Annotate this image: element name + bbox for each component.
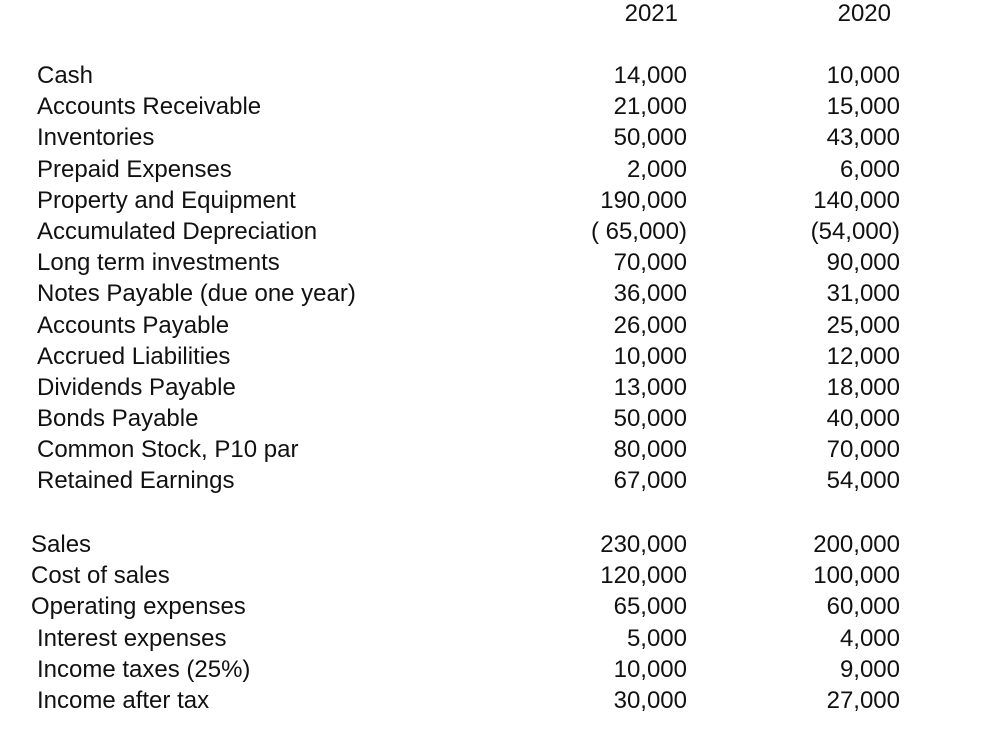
value-2021: 50,000 [613,405,687,433]
value-2020: 70,000 [826,436,900,464]
table-row [0,91,1006,122]
value-2021: 70,000 [613,249,687,277]
table-row [0,403,1006,434]
value-2020: 12,000 [826,342,900,370]
value-2020: 9,000 [839,655,900,683]
value-2021: 67,000 [613,467,687,495]
value-2020: 54,000 [826,467,900,495]
value-2020: (54,000) [810,217,900,245]
table-row [0,591,1006,622]
value-2021: 10,000 [613,342,687,370]
value-2021: 5,000 [626,624,687,652]
table-row [0,529,1006,560]
value-2021: 10,000 [613,655,687,683]
balance-sheet-section [0,60,1006,497]
value-2021: 2,000 [626,155,687,183]
column-header-2020: 2020 [837,0,891,27]
table-row [0,247,1006,278]
value-2020: 140,000 [813,186,900,214]
row-label: Accounts Receivable [37,93,262,121]
row-label: Common Stock, P10 par [37,436,299,464]
value-2020: 43,000 [826,124,900,152]
row-label: Property and Equipment [37,186,296,214]
value-2020: 27,000 [826,686,900,714]
table-row [0,185,1006,216]
value-2020: 40,000 [826,405,900,433]
row-label: Cash [37,62,94,89]
column-header-2021: 2021 [624,0,678,27]
row-label: Bonds Payable [37,405,199,433]
value-2021: 65,000 [613,593,687,621]
value-2021: 21,000 [613,93,687,121]
value-2021: 50,000 [613,124,687,152]
table-row [0,654,1006,685]
row-label: Operating expenses [31,593,246,621]
row-label: Accounts Payable [37,311,230,339]
row-label: Sales [31,531,92,558]
row-label: Long term investments [37,249,280,277]
value-2021: 30,000 [613,686,687,714]
table-row [0,216,1006,247]
table-row [0,372,1006,403]
value-2021: 13,000 [613,373,687,401]
value-2021: 80,000 [613,436,687,464]
table-row [0,154,1006,185]
table-row [0,60,1006,91]
value-2021: 190,000 [600,186,687,214]
table-row [0,434,1006,465]
row-label: Retained Earnings [37,467,235,495]
table-row [0,310,1006,341]
value-2020: 15,000 [826,93,900,121]
row-label: Notes Payable (due one year) [37,280,356,308]
row-label: Accumulated Depreciation [37,217,318,245]
row-label: Accrued Liabilities [37,342,231,370]
value-2021: ( 65,000) [590,217,687,245]
table-row [0,122,1006,153]
income-statement-section [0,529,1006,716]
row-label: Income after tax [37,686,210,714]
row-label: Income taxes (25%) [37,655,251,683]
value-2020: 90,000 [826,249,900,277]
value-2020: 6,000 [839,155,900,183]
value-2021: 36,000 [613,280,687,308]
value-2021: 26,000 [613,311,687,339]
row-label: Inventories [37,124,155,152]
value-2020: 25,000 [826,311,900,339]
row-label: Dividends Payable [37,373,236,401]
value-2020: 60,000 [826,593,900,621]
value-2021: 230,000 [600,531,687,558]
value-2021: 14,000 [613,62,687,89]
table-row [0,465,1006,496]
table-row [0,341,1006,372]
value-2020: 100,000 [813,562,900,590]
table-row [0,623,1006,654]
row-label: Interest expenses [37,624,227,652]
table-row [0,560,1006,591]
value-2021: 120,000 [600,562,687,590]
value-2020: 18,000 [826,373,900,401]
row-label: Prepaid Expenses [37,155,232,183]
row-label: Cost of sales [31,562,170,590]
table-row [0,685,1006,716]
value-2020: 4,000 [839,624,900,652]
value-2020: 31,000 [826,280,900,308]
value-2020: 200,000 [813,531,900,558]
table-row [0,278,1006,309]
value-2020: 10,000 [826,62,900,89]
